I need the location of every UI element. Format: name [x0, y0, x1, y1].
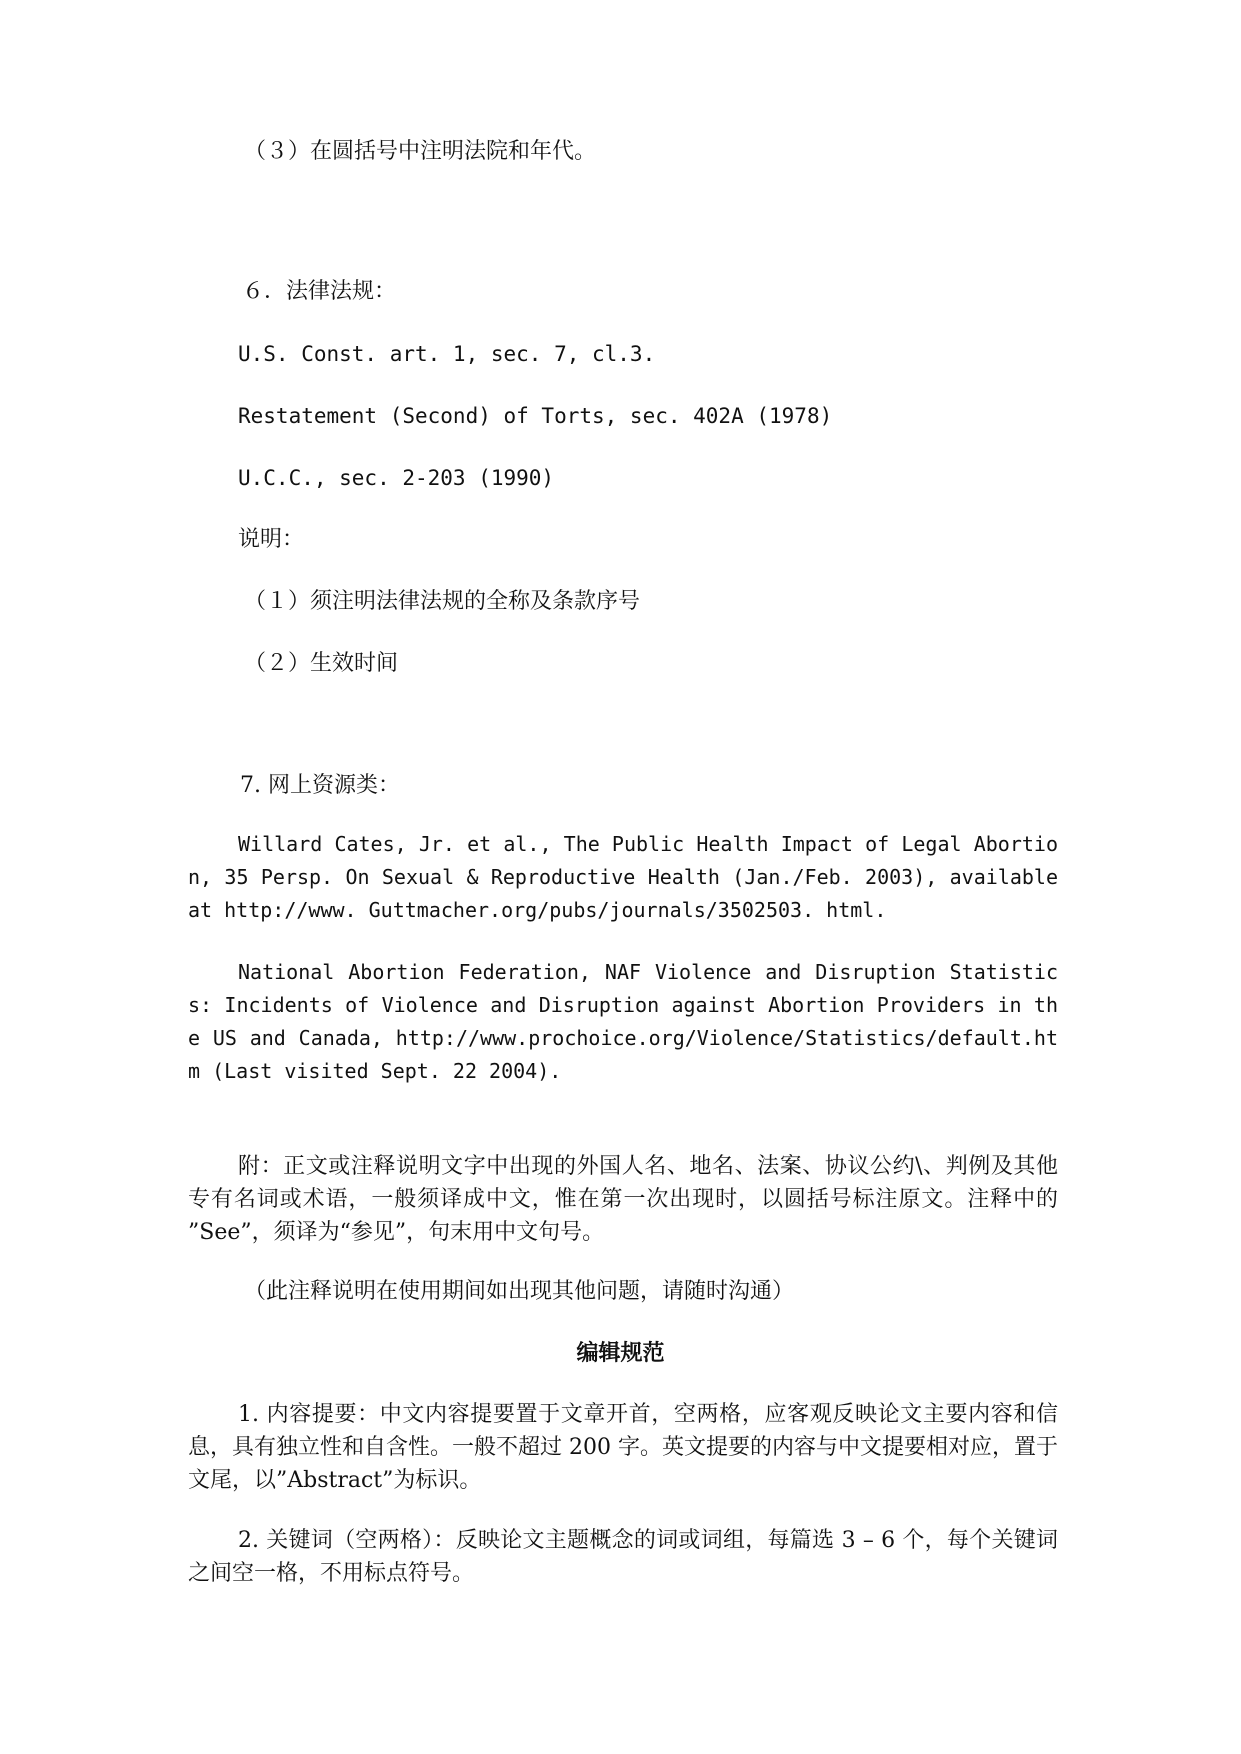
editing-item-2: 2. 关键词（空两格）：反映论文主题概念的词或词组，每篇选 3 – 6 个，每个关键词之间空一格，不用标点符号。: [188, 1528, 1058, 1586]
laws-note-1: （１）须注明法律法规的全称及条款序号: [244, 589, 641, 614]
law-example-2: Restatement (Second) of Torts, sec. 402A (1978): [238, 404, 833, 428]
laws-note-2: （２）生效时间: [244, 651, 399, 676]
editing-item-1: 1. 内容提要：中文内容提要置于文章开首，空两格，应客观反映论文主要内容和信息，具有独立性和自含性。一般不超过 200 字。英文提要的内容与中文提要相对应，置于文尾，以”Abstract”为标识。: [188, 1402, 1058, 1493]
appendix-note: 附：正文或注释说明文字中出现的外国人名、地名、法案、协议公约\、判例及其他专有名词或术语，一般须译成中文，惟在第一次出现时，以圆括号标注原文。注释中的 ”See”，须译为“参见”，句末用中文句号。: [188, 1154, 1058, 1245]
laws-explain-label: 说明：: [238, 527, 305, 552]
closing-note: （此注释说明在使用期间如出现其他问题，请随时沟通）: [244, 1279, 795, 1304]
case-note-3: （３）在圆括号中注明法院和年代。: [244, 139, 597, 164]
online-example-1: Willard Cates, Jr. et al., The Public Health Impact of Legal Abortion, 35 Persp. On Sexual & Reproductive Health (Jan./Feb. 2003), available at http://www. Guttmacher.org/pubs/journals/3502503. html.: [188, 832, 1058, 922]
editing-title: 编辑规范: [576, 1341, 665, 1366]
laws-heading: ６．法律法规：: [242, 279, 397, 304]
law-example-3: U.C.C., sec. 2-203 (1990): [238, 466, 555, 490]
online-heading: 7. 网上资源类：: [240, 773, 400, 798]
online-example-2: National Abortion Federation, NAF Violence and Disruption Statistics: Incidents of Violence and Disruption against Abortion Providers in the US and Canada, http://www.prochoice.org/Violence/Statistics/default.htm (Last visited Sept. 22 2004).: [188, 960, 1058, 1083]
law-example-1: U.S. Const. art. 1, sec. 7, cl.3.: [238, 342, 656, 366]
